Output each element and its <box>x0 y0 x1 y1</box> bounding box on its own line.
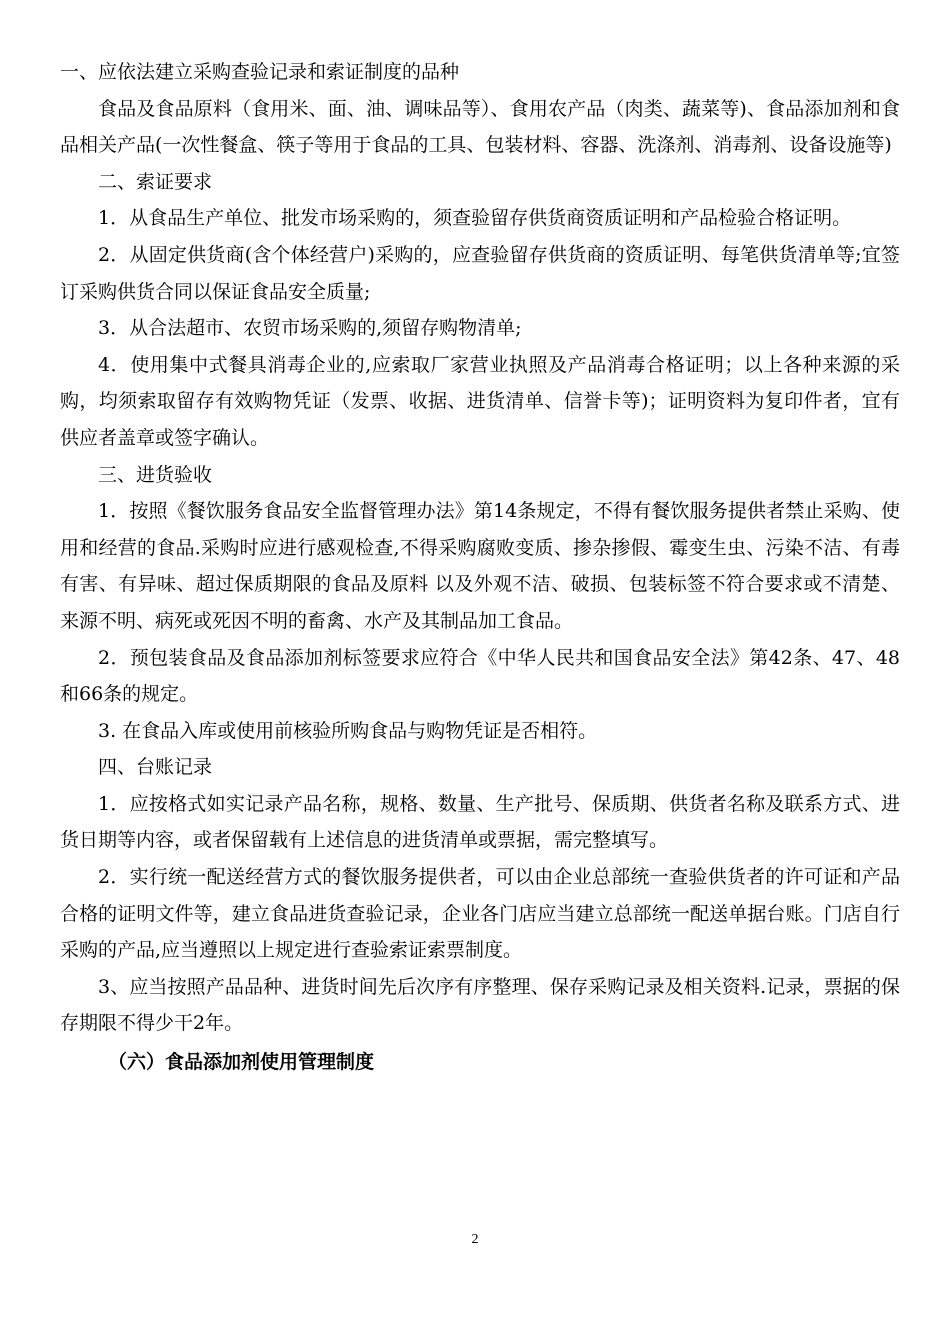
section2-item: 3．从合法超市、农贸市场采购的,须留存购物清单; <box>98 317 522 340</box>
section3-item: 3. 在食品入库或使用前核验所购食品与购物凭证是否相符。 <box>98 719 598 742</box>
section2-title: 二、索证要求 <box>98 170 213 193</box>
page-number: 2 <box>471 1232 479 1247</box>
section3-item: 1．按照《餐饮服务食品安全监督管理办法》第14条规定，不得有餐饮服务提供者禁止采购、使用和经营的食品.采购时应进行感观检查,不得采购腐败变质、掺杂掺假、霉变生虫、污染不洁、有毒有害、有异味、超过保质期限的食品及原料 以及外观不洁、破损、包装标签不符合要求或不清楚、来源不明、病死或死因不明的畜禽、水产及其制品加工食品。 <box>60 500 900 632</box>
next-section-heading: （六）食品添加剂使用管理制度 <box>108 1051 375 1074</box>
section4-item: 1．应按格式如实记录产品名称，规格、数量、生产批号、保质期、供货者名称及联系方式、进货日期等内容，或者保留载有上述信息的进货清单或票据，需完整填写。 <box>60 792 900 852</box>
section4-item: 3、应当按照产品品种、进货时间先后次序有序整理、保存采购记录及相关资料.记录，票据的保存期限不得少干2年。 <box>60 975 900 1035</box>
document-page <box>60 54 900 1082</box>
section1-body: 食品及食品原料（食用米、面、油、调味品等）、食用农产品（肉类、蔬菜等)、食品添加剂和食品相关产品(一次性餐盒、筷子等用于食品的工具、包装材料、容器、洗涤剂、消毒剂、设备设施等) <box>60 97 900 157</box>
section2-item: 2．从固定供货商(含个体经营户)采购的，应查验留存供货商的资质证明、每笔供货清单等;宜签订采购供货合同以保证食品安全质量; <box>60 243 900 303</box>
section3-item: 2．预包装食品及食品添加剂标签要求应符合《中华人民共和国食品安全法》第42条、47、48和66条的规定。 <box>60 646 900 706</box>
section4-title: 四、台账记录 <box>98 756 213 779</box>
section4-item: 2．实行统一配送经营方式的餐饮服务提供者，可以由企业总部统一查验供货者的许可证和产品合格的证明文件等，建立食品进货查验记录，企业各门店应当建立总部统一配送单据台账。门店自行采购的产品,应当遵照以上规定进行查验索证索票制度。 <box>60 866 900 962</box>
section1-title: 一、应依法建立采购查验记录和索证制度的品种 <box>60 61 460 83</box>
section2-item: 4．使用集中式餐具消毒企业的,应索取厂家营业执照及产品消毒合格证明；以上各种来源的采购，均须索取留存有效购物凭证（发票、收据、进货清单、信誉卡等)；证明资料为复印件者，宜有供应者盖章或签字确认。 <box>60 353 900 449</box>
section2-item: 1．从食品生产单位、批发市场采购的，须查验留存供货商资质证明和产品检验合格证明。 <box>98 207 852 230</box>
section3-title: 三、进货验收 <box>98 463 213 486</box>
